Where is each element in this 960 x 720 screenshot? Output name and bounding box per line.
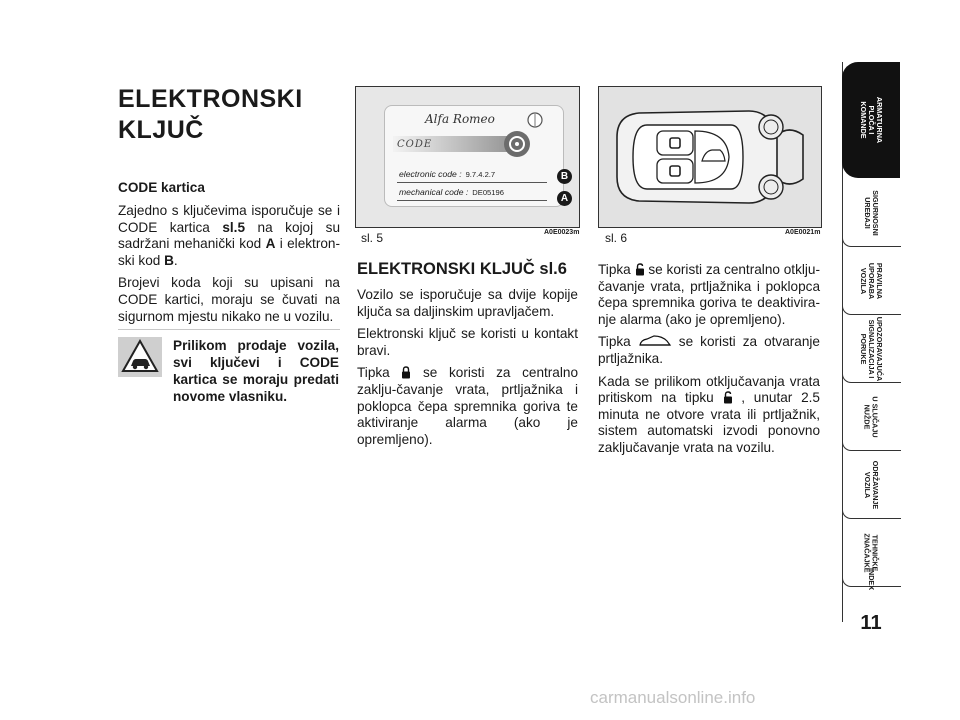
unlock-paragraph	[598, 262, 820, 328]
warning-divider	[118, 329, 340, 330]
trunk-open-icon	[638, 334, 672, 348]
text: Tipka	[357, 365, 402, 381]
figure-6-code: A0E0021m	[785, 229, 821, 236]
row-underline	[397, 200, 547, 201]
lock-open-icon	[723, 391, 733, 404]
marker-b: B	[557, 169, 572, 184]
lock-open-icon	[635, 263, 645, 276]
nav-label: UPOZORAVAJUĆA SIGNALIZACIJA I PORUKE	[859, 316, 884, 382]
nav-divider	[842, 238, 901, 247]
text: Tipka	[598, 334, 638, 350]
nav-item-u-slucaju-nuzde[interactable]	[842, 386, 900, 448]
alfa-badge-icon	[527, 112, 543, 128]
figure-6-caption: sl. 6	[605, 231, 628, 245]
nav-label: U SLUČAJU NUŽDE	[862, 396, 880, 438]
text: Zajedno s ključevima isporučuje se i CODE kartica	[118, 203, 340, 235]
figure-ref: sl.5	[222, 219, 246, 235]
warning-car-icon	[118, 337, 162, 377]
remote-key-paragraph-1: Vozilo se isporučuje sa dvije kopije ključa sa daljinskim upravljačem.	[357, 287, 578, 319]
marker-a: A	[557, 191, 572, 206]
nav-item-upozoravajuca-signalizacija[interactable]	[842, 318, 900, 380]
remote-key-paragraph-2: Elektronski ključ se koristi u kontakt bravi.	[357, 326, 578, 358]
code-ref-b: B	[164, 252, 174, 268]
mechanical-code-row	[399, 187, 504, 197]
text: Tipka	[598, 262, 635, 277]
left-column	[118, 84, 340, 331]
text: se koristi za centralno zaklju-čavanje vrata, prtljažnika i poklopca čepa spremnika goriva te aktiviranje alarma (ako je opremljeno).	[357, 365, 579, 447]
code-card-paragraph	[118, 203, 340, 269]
title-line-1: ELEKTRONSKI	[118, 85, 303, 113]
remote-key-paragraph-3	[357, 365, 578, 448]
nav-label: SIGURNOSNI UREĐAJI	[863, 190, 880, 236]
nav-item-pravilna-uporaba[interactable]	[842, 250, 900, 312]
nav-divider	[842, 374, 901, 383]
trunk-paragraph	[598, 334, 820, 367]
figure-5-code: A0E0023m	[544, 229, 580, 236]
figure-5-code-card	[355, 86, 580, 228]
brand-logo-text: Alfa Romeo	[425, 112, 495, 126]
figure-6-remote-key	[598, 86, 822, 228]
electronic-code-row	[399, 169, 495, 179]
nav-item-odrzavanje-vozila[interactable]	[842, 454, 900, 516]
code-ref-a: A	[265, 236, 276, 252]
title-line-2: KLJUČ	[118, 116, 204, 144]
nav-divider	[842, 442, 901, 451]
nav-label: INDEX	[867, 568, 876, 590]
right-column	[598, 262, 820, 463]
page-number: 11	[860, 612, 882, 634]
warning-text: Prilikom prodaje vozila, svi ključevi i CODE kartica se moraju predati novome vlasniku.	[173, 338, 339, 404]
nav-label: ODRŽAVANJE VOZILA	[862, 460, 880, 510]
code-card-subtitle: CODE kartica	[118, 180, 205, 195]
electronic-value: 9.7.4.2.7	[465, 170, 496, 179]
nav-label: ARMATURNA PLOČA I KOMANDE	[859, 96, 884, 144]
nav-divider	[842, 510, 901, 519]
code-storage-paragraph: Brojevi koda koji su upisani na CODE kartici, moraju se čuvati na sigurnom mjestu nikako ne u vozilu.	[118, 275, 340, 324]
mechanical-label: mechanical code :	[399, 187, 469, 197]
lock-closed-icon	[401, 366, 411, 379]
nav-label: PRAVILNA UPORABA VOZILA	[859, 262, 884, 300]
code-card	[384, 105, 564, 207]
electronic-label: electronic code :	[399, 169, 462, 179]
nav-divider	[842, 306, 901, 315]
text: , unutar 2.5 minuta ne otvore vrata ili prtljažnik, sistem automatski izvodi ponovno zaključavanje vrata na vozilu.	[598, 390, 820, 455]
remote-key-drawing	[599, 87, 821, 227]
row-underline	[397, 182, 547, 183]
figure-5-caption: sl. 5	[361, 231, 384, 245]
text: na kojoj su sadržani mehanički kod	[118, 219, 340, 252]
middle-column	[357, 260, 578, 454]
auto-relock-paragraph	[598, 374, 820, 457]
mechanical-value: DE05196	[472, 188, 504, 197]
nav-label: TEHNIČKE ZNAČAJKE	[862, 533, 880, 573]
text: Kada se prilikom otključavanja vrata pritiskom na tipku	[598, 373, 820, 406]
text: se koristi za otvaranje prtljažnika.	[598, 334, 820, 366]
nav-item-index[interactable]	[842, 548, 900, 610]
nav-item-sigurnosni-uredaji[interactable]	[842, 182, 900, 244]
text: .	[173, 252, 178, 268]
watermark: carmanualsonline.info	[590, 688, 756, 707]
remote-key-heading: ELEKTRONSKI KLJUČ sl.6	[357, 260, 567, 278]
card-key-icon	[503, 130, 531, 158]
text: se koristi za centralno otklju-čavanje vrata, prtljažnika i poklopca čepa spremnika goriva te deaktivira-nje alarma (ako je opremljeno).	[598, 262, 821, 327]
text: i elektron-ski kod	[118, 236, 341, 268]
nav-item-armaturna-ploca[interactable]	[842, 62, 900, 178]
page-title	[118, 84, 340, 146]
card-code-text: CODE	[397, 139, 433, 150]
